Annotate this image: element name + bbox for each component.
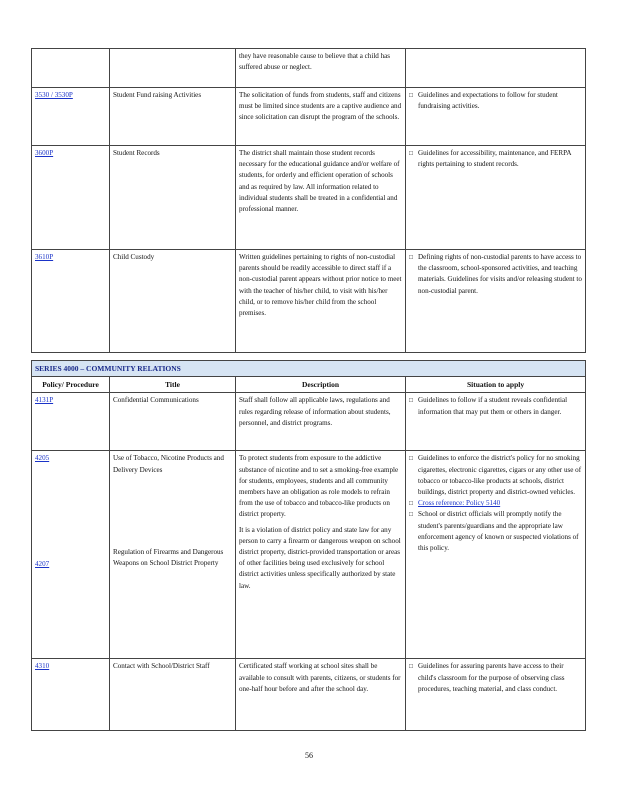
- situation-item: □ Defining rights of non-custodial parents to have access to the classroom, school-sponsored activities, and teaching materials. Guidelines for visits and/or releasing student to non-custodial parent.: [409, 252, 582, 297]
- series-4000-table: [31, 360, 586, 731]
- situation-item: □ Guidelines to enforce the district's policy for no smoking cigarettes, electronic cigarettes, cigars or any other use of tobacco or tobacco-like products at schools, district buildings, district property and district-owned vehicles.: [409, 453, 582, 498]
- policy-link-3530[interactable]: 3530 / 3530P: [35, 91, 73, 99]
- policy-link-3600p[interactable]: 3600P: [35, 149, 54, 157]
- situation-item: □ Guidelines to follow if a student reveals confidential information that may put them or others in danger.: [409, 395, 582, 417]
- header-policy: Policy/ Procedure: [32, 377, 110, 393]
- table-row: [32, 393, 586, 451]
- description-cell: To protect students from exposure to the addictive substance of nicotine and to set a smoking-free example for students, employees, students and all community members have an obligation as role models to refrain from the use of tobacco and tobacco-like products on district property.: [239, 454, 399, 519]
- description-cell: Certificated staff working at school sites shall be available to consult with parents, citizens, or students for one-half hour before and after the school day.: [236, 659, 406, 731]
- table-row: [32, 146, 586, 250]
- policy-cell: [32, 49, 110, 88]
- situation-cell: [406, 146, 586, 250]
- description-cell: Written guidelines pertaining to rights of non-custodial parents should be readily accessible to direct staff if a non-custodial parent appears without prior notice to meet with the teacher of his/her child, to visit with his/her child, or to remove his/her child from the school premises.: [236, 250, 406, 353]
- title-cell: Child Custody: [110, 250, 236, 353]
- situation-item: □ School or district officials will promptly notify the student's parents/guardians and the appropriate law enforcement agency of known or suspected violations of this policy.: [409, 509, 582, 554]
- situation-cell: [406, 250, 586, 353]
- situation-cell: [406, 659, 586, 731]
- description-cell: It is a violation of district policy and state law for any person to carry a firearm or dangerous weapon on school district property, district-provided transportation or areas of other facilities being used exclusively for school district activities unless specifically authorized by state law.: [239, 525, 401, 590]
- top-table: [31, 48, 586, 353]
- situation-item: □ Guidelines for accessibility, maintenance, and FERPA rights pertaining to student records.: [409, 148, 582, 170]
- situation-cell: [406, 49, 586, 88]
- series-header-row: [32, 361, 586, 377]
- description-cell: The solicitation of funds from students, staff and citizens must be limited since students are a captive audience and since solicitation can disrupt the program of the schools.: [236, 88, 406, 146]
- header-title: Title: [110, 377, 236, 393]
- title-cell: Regulation of Firearms and Dangerous Weapons on School District Property: [113, 547, 224, 568]
- policy-link-4205[interactable]: 4205: [35, 454, 50, 463]
- header-description: Description: [236, 377, 406, 393]
- description-cell: Staff shall follow all applicable laws, regulations and rules regarding release of information about students, personnel, and district programs.: [236, 393, 406, 451]
- table-row: [32, 451, 586, 659]
- series-title: SERIES 4000 – COMMUNITY RELATIONS: [32, 361, 586, 377]
- situation-cell: [406, 393, 586, 451]
- title-cell: Contact with School/District Staff: [110, 659, 236, 731]
- situation-cell: [406, 88, 586, 146]
- cross-reference: [409, 498, 582, 509]
- title-cell: Student Fund raising Activities: [110, 88, 236, 146]
- policy-link-3610p[interactable]: 3610P: [35, 253, 54, 261]
- header-situation: Situation to apply: [406, 377, 586, 393]
- situation-item: □ Guidelines and expectations to follow for student fundraising activities.: [409, 90, 582, 112]
- cross-reference-link[interactable]: Cross reference: Policy 5140: [418, 499, 501, 508]
- title-cell: Student Records: [110, 146, 236, 250]
- policy-link-4207[interactable]: 4207: [35, 559, 50, 568]
- title-cell: Confidential Communications: [110, 393, 236, 451]
- situation-item: □ Guidelines for assuring parents have access to their child's classroom for the purpose of observing class procedures, teaching material, and class conduct.: [409, 661, 582, 695]
- title-cell: Use of Tobacco, Nicotine Products and Delivery Devices: [113, 454, 224, 474]
- column-header-row: [32, 377, 586, 393]
- table-row: [32, 659, 586, 731]
- policy-link-4310[interactable]: 4310: [35, 662, 50, 671]
- description-cell: The district shall maintain those student records necessary for the educational guidance and/or welfare of students, for orderly and efficient operation of schools and as required by law. All information related to individual students shall be treated in a confidential and professional manner.: [236, 146, 406, 250]
- title-cell: [110, 49, 236, 88]
- description-cell: they have reasonable cause to believe that a child has suffered abuse or neglect.: [236, 49, 406, 88]
- table-row: [32, 250, 586, 353]
- policy-link-4131p[interactable]: 4131P: [35, 396, 54, 405]
- page-number: 56: [305, 751, 313, 760]
- table-row: [32, 49, 586, 88]
- table-row: [32, 88, 586, 146]
